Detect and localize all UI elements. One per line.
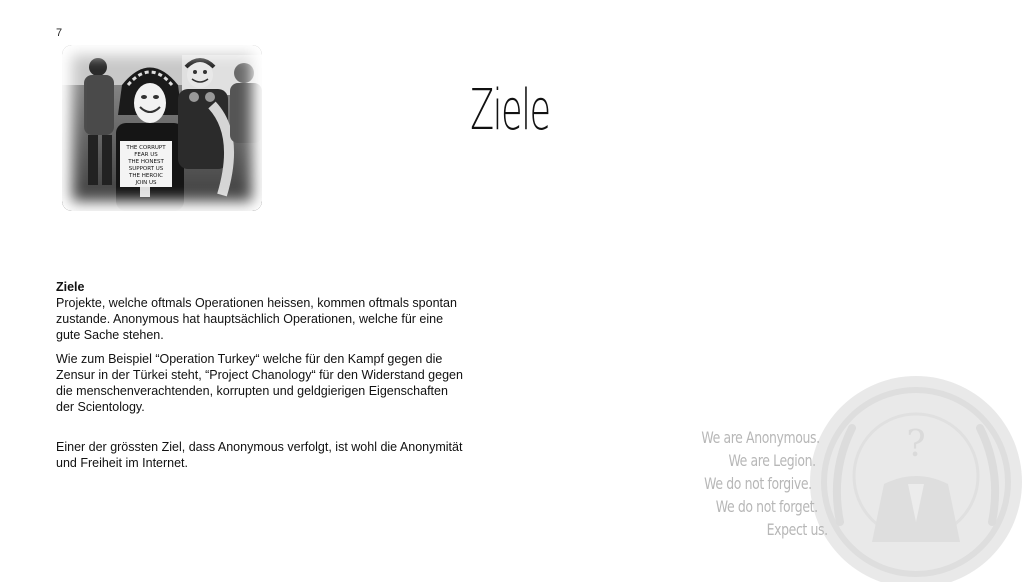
motto-line: We are Legion.	[728, 451, 816, 470]
page-number: 7	[56, 27, 63, 39]
sign-line: THE HEROIC	[129, 173, 163, 179]
sign-line: JOIN US	[135, 180, 157, 186]
sign-line: SUPPORT US	[128, 166, 164, 172]
paragraph: Wie zum Beispiel “Operation Turkey“ welche für den Kampf gegen die Zensur in der Türkei steht, “Project Chanology“ für den Widerstand gegen die menschenverachtenden, korrupten und geldgierigen Eigenschaften der Scientology.	[56, 352, 463, 414]
protest-photo	[62, 45, 262, 211]
sign-line: THE CORRUPT	[126, 145, 166, 151]
svg-text:?: ?	[906, 424, 926, 465]
motto-line: We do not forgive.	[704, 474, 812, 493]
slide-title: Ziele	[470, 78, 550, 143]
motto-line: We are Anonymous.	[701, 428, 820, 447]
motto-line: We do not forget.	[716, 497, 818, 516]
body-text	[56, 279, 466, 479]
paragraph: Projekte, welche oftmals Operationen heissen, kommen oftmals spontan zustande. Anonymous hat hauptsächlich Operationen, welche für eine gute Sache stehen.	[56, 296, 457, 342]
sign-line: FEAR US	[134, 152, 158, 158]
paragraph: Einer der grössten Ziel, dass Anonymous verfolgt, ist wohl die Anonymität und Freiheit im Internet.	[56, 440, 463, 470]
sign-line: THE HONEST	[128, 159, 164, 165]
anonymous-emblem	[800, 372, 1024, 582]
motto-line: Expect us.	[766, 520, 828, 539]
content-heading: Ziele	[56, 280, 85, 294]
anonymous-motto	[668, 426, 828, 541]
